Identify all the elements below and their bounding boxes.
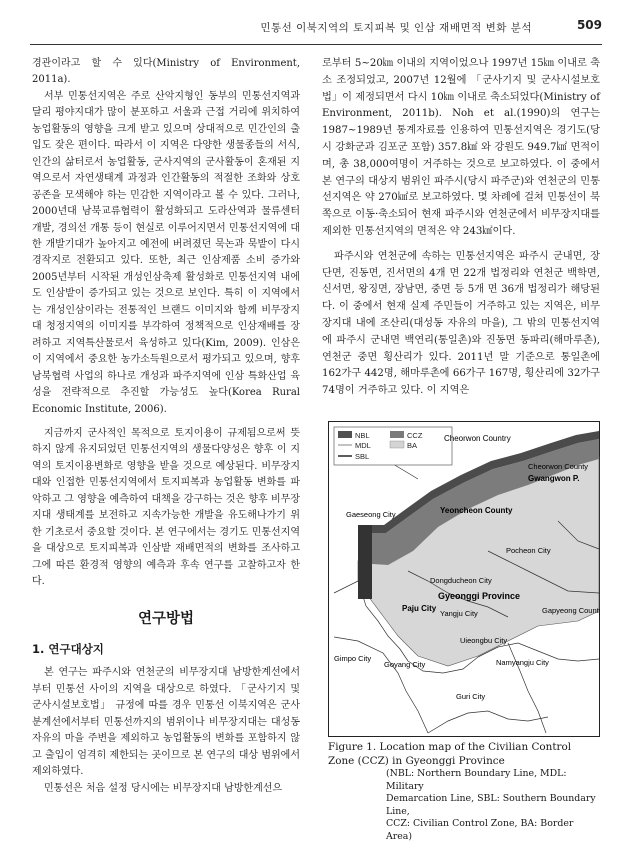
legend-label-mdl: MDL xyxy=(355,441,371,450)
section-heading: 연구방법 xyxy=(137,610,195,627)
legend-label-ba: BA xyxy=(407,441,418,450)
running-header xyxy=(30,8,602,45)
page-number: 509 xyxy=(576,18,602,32)
figure-caption xyxy=(328,740,600,843)
label-dongducheon: Dongducheon City xyxy=(430,576,492,585)
legend-swatch-nbl xyxy=(338,431,352,438)
body-paragraph: 로부터 5~20㎞ 이내의 지역이었으나 1997년 15㎞ 이내로 축소 조정되었고, 2007년 12월에 「군사기지 및 군사시설보호법」이 제정되면서 다시 10㎞ 이내로 축소되었다(Ministry of Environment, 2011b). Noh et al.(1990)의 연구는 1987~1989년 통계자료를 인용하여 민통선지역은 경기도(당시 강화군과 김포군 포함) 357.8㎢ 와 강원도 949.7㎢ 면적이며, 총 38,000여명이 거주하는 것으로 보고하였다. 이 중에서 본 연구의 대상지 범위인 파주시(당시 파주군)와 연천군의 민통선지역은 약 270㎢로 보고하였다. 몇 차례에 걸쳐 민통선이 북쪽으로 이동·축소되어 현재 파주시와 연천군에서 비무장지대를 제외한 민통선지역의 면적은 약 243㎢이다. xyxy=(322,58,600,237)
body-paragraph: 본 연구는 파주시와 연천군의 비무장지대 남방한계선에서부터 민통선 사이의 지역을 대상으로 하였다. 「군사기지 및 군사시설보호법」 규정에 따를 경우 민통선 이북지역은 군사분계선에서부터 민통선까지의 범위이나 비무장지대는 대성동 자유의 마을 주변을 제외하고 농업활동의 변화를 포함하지 않고 출입이 엄격히 제한되는 곳이므로 본 연구의 대상 범위에서 제외하였다. xyxy=(32,667,300,778)
legend-label-sbl: SBL xyxy=(355,452,370,461)
legend-swatch-ccz xyxy=(390,431,404,438)
map-legend xyxy=(334,427,452,465)
location-map xyxy=(328,421,600,737)
figure-caption-note: CCZ: Civilian Control Zone, BA: Border Area) xyxy=(386,818,574,842)
label-uijeongbu: Uieongbu City xyxy=(460,636,508,645)
running-title: 민통선 이북지역의 토지피복 및 인삼 재배면적 변화 분석 xyxy=(260,22,532,34)
figure-caption-note: Demarcation Line, SBL: Southern Boundary Line, xyxy=(386,793,596,817)
left-column xyxy=(32,56,300,797)
label-gapyeong: Gapyeong County xyxy=(542,606,600,615)
legend-swatch-ba xyxy=(390,441,404,448)
label-yeoncheon: Yeoncheon County xyxy=(440,506,513,515)
label-pocheon: Pocheon City xyxy=(506,546,551,555)
figure-caption-note: (NBL: Northern Boundary Line, MDL: Military xyxy=(386,768,567,792)
label-cheorwon-country: Cheorwon Country xyxy=(444,434,511,443)
subsection-heading: 1. 연구대상지 xyxy=(32,641,104,656)
label-yangju: Yangju City xyxy=(440,609,478,618)
body-paragraph: 민통선은 처음 설정 당시에는 비무장지대 남방한계선으 xyxy=(44,782,283,794)
label-paju: Paju City xyxy=(402,604,437,613)
legend-label-nbl: NBL xyxy=(355,431,370,440)
label-cheorwon-county: Cheorwon County xyxy=(528,462,589,471)
label-gyeonggi: Gyeonggi Province xyxy=(438,591,521,601)
label-gimpo: Gimpo City xyxy=(334,654,372,663)
right-column xyxy=(322,56,600,400)
figure-caption-title: Figure 1. Location map of the Civilian Control Zone (CCZ) in Gyeonggi Province xyxy=(328,741,572,767)
body-paragraph: 지금까지 군사적인 목적으로 토지이용이 규제됨으로써 뜻하지 않게 유지되었던 민통선지역의 생물다양성은 향후 이 지역의 토지이용변화로 영향을 받을 것으로 예상된다. 비무장지대와 인접한 민통선지역에서 토지피복과 농업활동 변화를 파악하고 그 영향을 예측하여 대책을 강구하는 것은 향후 비무장지대 생태계를 보전하고 지속가능한 개발을 유도해나가기 위한 기초로서 중요할 것이다. 본 연구에서는 경기도 민통선지역을 대상으로 토지피복과 인삼밭 재배면적의 변화를 조사하고 그에 따른 환경적 영향의 예측과 후속 연구를 고찰하고자 한다. xyxy=(32,427,300,588)
body-paragraph: 서부 민통선지역은 주로 산악지형인 동부의 민통선지역과 달리 평야지대가 많이 분포하고 서울과 근접 거리에 위치하여 농업활동의 영향을 크게 받고 있으며 상대적으로 민간인의 출입도 잦은 편이다. 따라서 이 지역은 다양한 생물종들의 서식, 인간의 삶터로서 농업활동, 군사지역의 군사활동이 혼재된 지역으로서 자연생태계 과정과 인간활동의 적절한 조화와 상호 공존을 모색해야 하는 민감한 지역이라고 볼 수 있다. 그러나, 2000년대 남북교류협력이 활성화되고 도라산역과 물류센터 개발, 경의선 개통 등이 현실로 이루어지면서 민통선지역에 대한 개발기대가 높아지고 예전에 버려졌던 묵논과 묵밭이 다시 경작지로 전환되고 있다. 또한, 최근 인삼제품 소비 증가와 2005년부터 시작된 개성인삼축제 활성화로 민통선지역 내에도 인삼밭이 증가되고 있는 것으로 보인다. 특히 이 지역에서는 개성인삼이라는 전통적인 브랜드 이미지와 함께 비무장지대 청정지역의 이미지를 부각하여 정책적으로 인삼재배를 장려하고 지역특산물로서 육성하고 있다(Kim, 2009). 인삼은 이 지역에서 중요한 농가소득원으로서 평가되고 있으며, 향후 남북협력 사업의 하나로 개성과 파주지역에 인삼 특화산업 육성을 전략적으로 추진할 가능성도 높다(Korea Rural Economic Institute, 2006). xyxy=(32,90,300,415)
label-namyangju: Namyangju City xyxy=(496,658,549,667)
label-goyang: Goyang City xyxy=(384,660,426,669)
label-guri: Guri City xyxy=(456,692,486,701)
body-paragraph: 파주시와 연천군에 속하는 민통선지역은 파주시 군내면, 장단면, 진동면, 진서면의 4개 면 22개 법정리와 연천군 백학면, 신서면, 왕징면, 장남면, 중면 등 5개 면 36개 법정리가 해당된다. 이 중에서 현재 실제 주민들이 거주하고 있는 지역은, 비무장지대 내에 조산리(대성동 자유의 마을), 그 밖의 민통선지역에 파주시 군내면 백연리(통일촌)와 진동면 동파리(해마루촌), 연천군 중면 횡산리가 있다. 2011년 말 기준으로 통일촌에 162가구 442명, 해마루촌에 66가구 167명, 횡산리에 32가구 74명이 거주하고 있다. 이 지역은 xyxy=(322,250,600,397)
legend-label-ccz: CCZ xyxy=(407,431,423,440)
body-paragraph: 경관이라고 할 수 있다(Ministry of Environment, 2011a). xyxy=(32,58,300,86)
label-gwangwon: Gwangwon P. xyxy=(528,474,580,483)
label-gaeseong: Gaeseong City xyxy=(346,510,396,519)
